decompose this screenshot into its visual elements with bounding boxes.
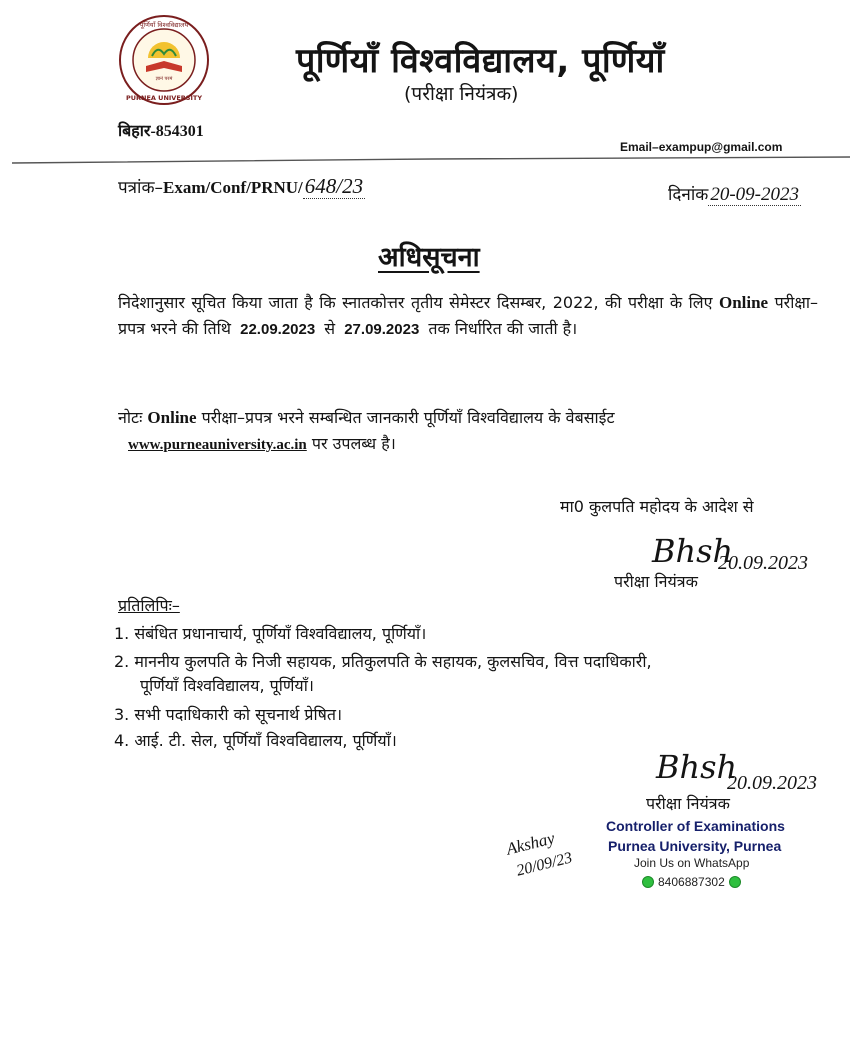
copy-number: 3. bbox=[114, 705, 130, 724]
copy-text: माननीय कुलपति के निजी सहायक, प्रतिकुलपति के सहायक, कुलसचिव, वित्त पदाधिकारी, bbox=[134, 652, 652, 671]
stamp-line-1: Controller of Examinations bbox=[606, 818, 785, 834]
order-line: मा0 कुलपति महोदय के आदेश से bbox=[560, 497, 754, 516]
note-line-2 bbox=[128, 432, 396, 454]
copy-text: संबंधित प्रधानाचार्य, पूर्णियाँ विश्वविद्यालय, पूर्णियाँ। bbox=[134, 624, 427, 643]
address: बिहार-854301 bbox=[118, 123, 204, 140]
whatsapp-phone bbox=[642, 875, 741, 889]
issue-date bbox=[668, 182, 801, 206]
notice-body bbox=[118, 290, 818, 343]
note-text: परीक्षा–प्रपत्र भरने सम्बन्धित जानकारी पूर्णियाँ विश्वविद्यालय के वेबसाईट bbox=[201, 408, 615, 427]
logo-motto: ज्ञानं परमं bbox=[155, 76, 173, 82]
signature-1: Bhsh bbox=[652, 532, 734, 570]
date-between: से bbox=[324, 319, 336, 338]
logo-top-text: पूर्णियाँ विश्वविद्यालय bbox=[139, 21, 189, 29]
notice-heading: अधिसूचना bbox=[378, 242, 480, 273]
copy-number: 1. bbox=[114, 624, 130, 643]
notice-text-2: परीक्षा–प्रपत्र भरने की तिथि bbox=[118, 293, 818, 338]
end-date: 27.09.2023 bbox=[344, 321, 420, 338]
copy-item bbox=[114, 622, 426, 644]
university-title: पूर्णियाँ विश्वविद्यालय, पूर्णियाँ bbox=[296, 41, 665, 81]
office-title: (परीक्षा नियंत्रक) bbox=[404, 83, 519, 105]
reference-code: Exam/Conf/PRNU/ bbox=[163, 178, 303, 197]
website-link[interactable]: www.purneauniversity.ac.in bbox=[128, 437, 307, 453]
start-date: 22.09.2023 bbox=[240, 321, 316, 338]
university-logo bbox=[118, 14, 210, 106]
copy-item bbox=[114, 650, 652, 672]
signature-2: Bhsh bbox=[656, 748, 738, 786]
phone-number: 8406887302 bbox=[658, 875, 725, 889]
whatsapp-icon bbox=[642, 876, 654, 888]
stamp-line-2: Purnea University, Purnea bbox=[608, 838, 782, 854]
copy-text: आई. टी. सेल, पूर्णियाँ विश्वविद्यालय, पूर्णियाँ। bbox=[134, 731, 397, 750]
copy-number: 2. bbox=[114, 652, 130, 671]
signature-1-designation: परीक्षा नियंत्रक bbox=[614, 572, 698, 591]
note-prefix: नोटः bbox=[118, 408, 143, 427]
whatsapp-icon bbox=[729, 876, 741, 888]
initials: Akshay bbox=[504, 828, 557, 859]
copy-item bbox=[114, 703, 342, 725]
copy-number: 4. bbox=[114, 731, 130, 750]
note-line bbox=[118, 406, 615, 428]
note-online: Online bbox=[147, 408, 197, 427]
notice-text-1: निदेशानुसार सूचित किया जाता है कि स्नातकोत्तर तृतीय सेमेस्टर दिसम्बर, 2022, की परीक्षा के लिए bbox=[118, 293, 713, 312]
signature-2-date: 20.09.2023 bbox=[727, 772, 817, 794]
copies-title: प्रतिलिपिः– bbox=[118, 596, 180, 615]
signature-1-date: 20.09.2023 bbox=[718, 552, 808, 574]
header-rule bbox=[12, 156, 850, 164]
notice-online: Online bbox=[718, 293, 769, 312]
email: Email–exampup@gmail.com bbox=[620, 140, 783, 154]
notice-text-3: तक निर्धारित की जाती है। bbox=[428, 319, 578, 338]
reference-label: पत्रांक– bbox=[118, 178, 163, 198]
date-handwritten: 20-09-2023 bbox=[710, 184, 799, 205]
copy-item-continuation: पूर्णियाँ विश्वविद्यालय, पूर्णियाँ। bbox=[140, 676, 314, 695]
copy-text: सभी पदाधिकारी को सूचनार्थ प्रेषित। bbox=[134, 705, 343, 724]
whatsapp-watermark: Join Us on WhatsApp bbox=[634, 856, 750, 870]
reference-handwritten: 648/23 bbox=[304, 174, 364, 198]
date-label: दिनांक bbox=[668, 185, 709, 205]
signature-2-designation: परीक्षा नियंत्रक bbox=[646, 794, 730, 813]
initials-date: 20/09/23 bbox=[514, 849, 574, 880]
copy-item bbox=[114, 729, 397, 751]
note-suffix: पर उपलब्ध है। bbox=[311, 434, 396, 453]
logo-bottom-text: PURNEA UNIVERSITY bbox=[125, 94, 203, 102]
reference-number bbox=[118, 174, 365, 199]
